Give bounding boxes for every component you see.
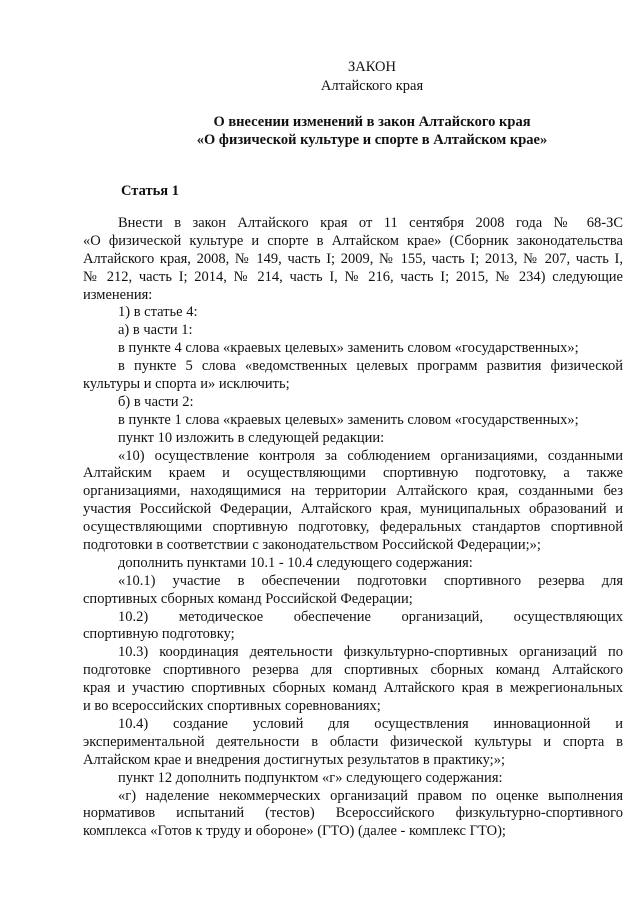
article-text-line: осуществляющими спортивную подготовку, федеральных стандартов спортивной <box>83 519 623 536</box>
article-text-line: и во всероссийских спортивных соревнованиях; <box>83 698 381 715</box>
article-text-line: дополнить пунктами 10.1 - 10.4 следующего содержания: <box>118 554 473 571</box>
document-type: ЗАКОН <box>348 59 396 75</box>
article-text-line: в пункте 1 слова «краевых целевых» заменить словом «государственных»; <box>118 411 579 428</box>
article-text-line: спортивную подготовку; <box>83 626 235 643</box>
article-body <box>83 215 623 841</box>
article-text-line: подготовке спортивного резерва для спортивных сборных команд Алтайского <box>83 662 623 679</box>
article-text-line: Алтайском крае и внедрения достигнутых результатов в практику;»; <box>83 751 505 768</box>
article-text-line: а) в части 1: <box>118 322 193 339</box>
article-text-line: 1) в статье 4: <box>118 304 198 321</box>
article-text-line: «10.1) участие в обеспечении подготовки спортивного резерва для <box>118 572 623 589</box>
article-heading: Статья 1 <box>121 183 179 199</box>
article-text-line: 10.4) создание условий для осуществления инновационной и <box>118 715 623 732</box>
article-text-line: экспериментальной деятельности в области физической культуры и спорта в <box>83 733 623 750</box>
article-text-line: 10.3) координация деятельности физкультурно-спортивных организаций по <box>118 644 623 661</box>
article-text-line: в пункте 5 слова «ведомственных целевых программ развития физической <box>118 358 623 375</box>
article-text-line: пункт 12 дополнить подпунктом «г» следующего содержания: <box>118 769 503 786</box>
article-text-line: «10) осуществление контроля за соблюдением организациями, созданными <box>118 447 623 464</box>
document-title-line-2: «О физической культуре и спорте в Алтайском крае» <box>196 132 548 148</box>
article-text-line: участия Российской Федерации, Алтайского края, муниципальных образований и <box>83 501 623 518</box>
article-text-line: подготовки в соответствии с законодательством Российской Федерации;»; <box>83 537 541 554</box>
article-text-line: изменения: <box>83 286 153 303</box>
article-text-line: Алтайским краем и осуществляющими спортивную подготовку, а также <box>83 465 623 482</box>
article-text-line: культуры и спорта и» исключить; <box>83 376 290 393</box>
article-text-line: организациями, находящимися на территории Алтайского края, созданными без <box>83 483 623 500</box>
article-text-line: «О физической культуре и спорте в Алтайском крае» (Сборник законодательства <box>83 232 623 249</box>
document-title-line-1: О внесении изменений в закон Алтайского края <box>213 114 531 130</box>
article-text-line: в пункте 4 слова «краевых целевых» заменить словом «государственных»; <box>118 340 579 357</box>
article-text-line: края и участию спортивных сборных команд Алтайского края в межрегиональных <box>83 680 623 697</box>
article-text-line: Внести в закон Алтайского края от 11 сентября 2008 года № 68-ЗС <box>118 215 623 231</box>
article-text-line: спортивных сборных команд Российской Федерации; <box>83 590 413 607</box>
article-text-line: комплекса «Готов к труду и обороне» (ГТО) (далее - комплекс ГТО); <box>83 823 506 840</box>
article-text-line: Алтайского края, 2008, № 149, часть I; 2009, № 155, часть I; 2013, № 207, часть I, <box>83 250 623 267</box>
article-text-line: нормативов испытаний (тестов) Всероссийского физкультурно-спортивного <box>83 805 623 822</box>
article-text-line: пункт 10 изложить в следующей редакции: <box>118 429 385 446</box>
article-text-line: «г) наделение некоммерческих организаций правом по оценке выполнения <box>118 787 623 804</box>
article-text-line: б) в части 2: <box>118 393 194 410</box>
article-text-line: № 212, часть I; 2014, № 214, часть I, № 216, часть I; 2015, № 234) следующие <box>83 268 623 285</box>
document-region: Алтайского края <box>320 78 424 94</box>
article-text-line: 10.2) методическое обеспечение организаций, осуществляющих <box>118 608 623 625</box>
